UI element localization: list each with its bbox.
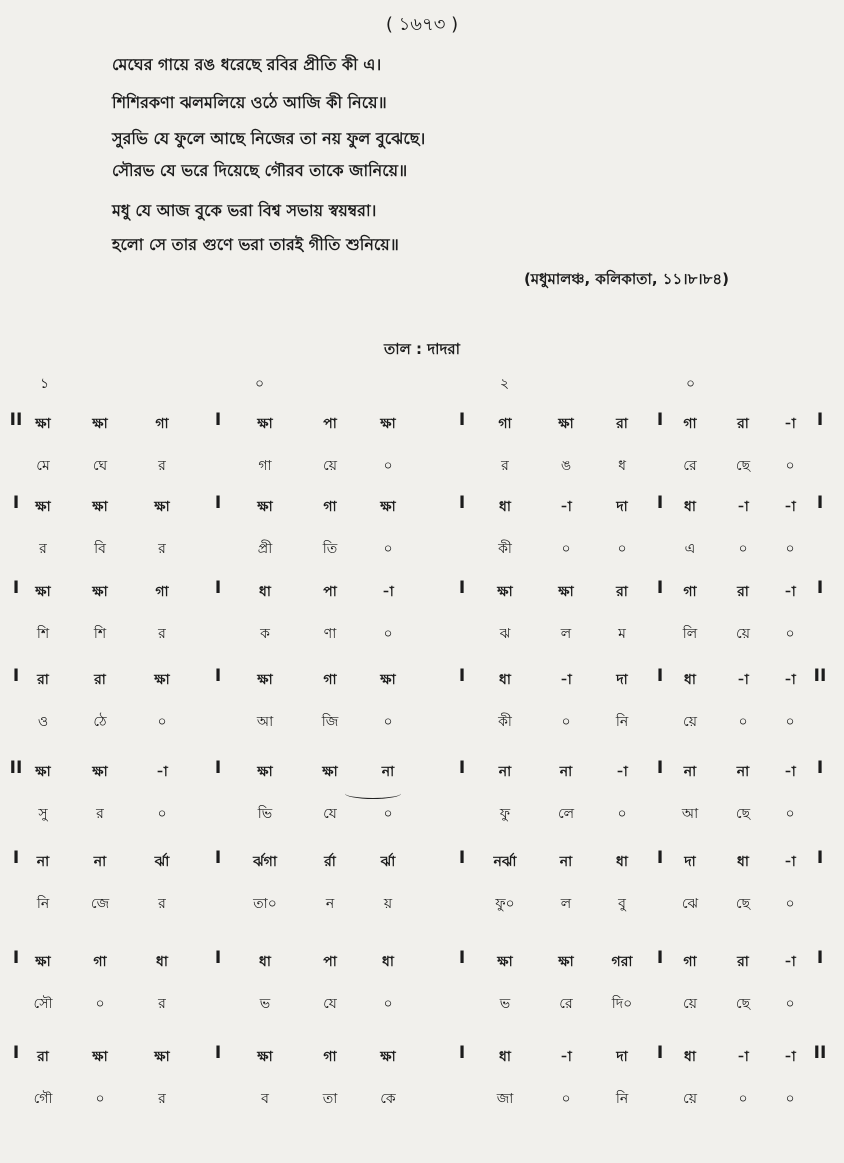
swara-note: ক্ষা <box>257 1049 273 1065</box>
lyric-syllable: তা০ <box>253 896 277 912</box>
swara-note: পা <box>323 584 337 600</box>
lyric-syllable: নি <box>615 714 629 730</box>
swara-note: ক্ষা <box>35 416 51 432</box>
lyric-syllable: য়ে <box>323 458 337 474</box>
swara-note: ধা <box>499 672 511 688</box>
swara-note: না <box>559 854 573 870</box>
lyric-syllable: নি <box>36 896 50 912</box>
swara-note: -া <box>616 764 628 780</box>
lyric-syllable: জা <box>496 1091 514 1107</box>
swara-note: ক্ষা <box>558 416 574 432</box>
swara-note: -া <box>156 764 168 780</box>
lyric-syllable: গৌ <box>33 1091 53 1107</box>
bar-line: I <box>656 410 664 430</box>
lyric-syllable: ঝ <box>499 626 511 642</box>
bar-line: I <box>816 758 824 778</box>
swara-note: ধা <box>737 854 749 870</box>
lyric-syllable: ০ <box>785 1091 795 1107</box>
lyric-syllable: ০ <box>785 896 795 912</box>
swara-note: রা <box>737 954 749 970</box>
swara-note: রা <box>37 672 49 688</box>
bar-line: I <box>458 493 466 513</box>
lyric-syllable: য়ে <box>683 996 697 1012</box>
lyric-line: মধু যে আজ বুকে ভরা বিশ্ব সভায় স্বয়ম্বরা। <box>112 201 377 220</box>
lyric-syllable: ০ <box>785 714 795 730</box>
bar-line: I <box>816 410 824 430</box>
lyric-syllable: গা <box>258 458 272 474</box>
lyric-syllable: সৌ <box>33 996 53 1012</box>
bar-line: I <box>816 493 824 513</box>
swara-note: -া <box>784 764 796 780</box>
swara-note: রা <box>737 584 749 600</box>
swara-note: ক্ষা <box>257 499 273 515</box>
lyric-syllable: শি <box>36 626 50 642</box>
lyric-syllable: ঘে <box>92 458 108 474</box>
swara-note: ক্ষা <box>497 584 513 600</box>
lyric-syllable: ণা <box>323 626 337 642</box>
lyric-syllable: র <box>158 1091 166 1107</box>
swara-note: রা <box>737 416 749 432</box>
lyric-syllable: রে <box>683 458 697 474</box>
lyric-syllable: ক <box>260 626 270 642</box>
swara-note: ক্ষা <box>497 954 513 970</box>
page-number: ( ১৬৭৩ ) <box>385 14 459 35</box>
swara-note: ধা <box>499 499 511 515</box>
beat-marker: ০ <box>255 376 265 392</box>
swara-note: গা <box>323 499 337 515</box>
lyric-syllable: ম <box>618 626 626 642</box>
swara-note: -া <box>784 584 796 600</box>
lyric-syllable: ফু০ <box>495 896 515 912</box>
lyric-syllable: তা <box>322 1091 338 1107</box>
swara-note: -া <box>784 854 796 870</box>
lyric-syllable: আ <box>256 714 274 730</box>
lyric-syllable: র <box>158 458 166 474</box>
swara-note: না <box>683 764 697 780</box>
lyric-syllable: ছে <box>735 996 751 1012</box>
lyric-syllable: র <box>39 541 47 557</box>
lyric-syllable: ল <box>560 896 572 912</box>
swara-note: ক্ষা <box>92 416 108 432</box>
lyric-syllable: ০ <box>617 541 627 557</box>
lyric-syllable: ০ <box>738 541 748 557</box>
lyric-line: সৌরভ যে ভরে দিয়েছে গৌরব তাকে জানিয়ে॥ <box>112 161 408 180</box>
bar-line: I <box>214 410 222 430</box>
bar-line: I <box>12 848 20 868</box>
lyric-syllable: নি <box>615 1091 629 1107</box>
swara-note: ক্ষা <box>154 672 170 688</box>
lyric-syllable: লে <box>557 806 575 822</box>
attribution: (মধুমালঞ্চ, কলিকাতা, ১১।৮।৮৪) <box>523 270 729 288</box>
swara-note: গরা <box>611 954 633 970</box>
swara-note: ধা <box>156 954 168 970</box>
lyric-syllable: বি <box>94 541 106 557</box>
lyric-syllable: শি <box>93 626 107 642</box>
bar-line: I <box>214 493 222 513</box>
lyric-syllable: ভ <box>499 996 511 1012</box>
swara-note: ক্ষা <box>257 672 273 688</box>
lyric-syllable: ০ <box>785 806 795 822</box>
swara-note: ক্ষা <box>257 416 273 432</box>
lyric-syllable: আ <box>681 806 699 822</box>
swara-note: গা <box>323 1049 337 1065</box>
taal-heading: তাল : দাদরা <box>384 340 460 358</box>
swara-note: ক্ষা <box>35 499 51 515</box>
bar-line: I <box>458 410 466 430</box>
swara-note: পা <box>323 954 337 970</box>
swara-note: -া <box>382 584 394 600</box>
swara-note: -া <box>737 499 749 515</box>
swara-note: -া <box>560 672 572 688</box>
lyric-syllable: ও <box>37 714 49 730</box>
lyric-syllable: সু <box>38 806 48 822</box>
lyric-syllable: তি <box>322 541 338 557</box>
swara-note: ক্ষা <box>35 764 51 780</box>
lyric-syllable: যে <box>323 806 337 822</box>
lyric-syllable: কে <box>380 1091 396 1107</box>
lyric-syllable: য় <box>383 896 393 912</box>
swara-note: -া <box>784 416 796 432</box>
lyric-syllable: প্রী <box>257 541 273 557</box>
bar-line: I <box>214 848 222 868</box>
swara-note: না <box>559 764 573 780</box>
swara-note: ধা <box>616 854 628 870</box>
bar-line: I <box>214 1043 222 1063</box>
lyric-syllable: ০ <box>561 1091 571 1107</box>
swara-note: ক্ষা <box>322 764 338 780</box>
swara-note: গা <box>498 416 512 432</box>
lyric-syllable: ভি <box>257 806 273 822</box>
lyric-syllable: র <box>96 806 104 822</box>
swara-note: গা <box>683 954 697 970</box>
lyric-syllable: ধ <box>618 458 626 474</box>
lyric-syllable: ০ <box>785 626 795 642</box>
bar-line: II <box>813 666 827 686</box>
bar-line: I <box>12 493 20 513</box>
swara-note: -া <box>784 1049 796 1065</box>
bar-line: I <box>458 578 466 598</box>
lyric-syllable: দি০ <box>611 996 633 1012</box>
lyric-syllable: মে <box>36 458 50 474</box>
lyric-syllable: লি <box>682 626 698 642</box>
swara-note: রা <box>37 1049 49 1065</box>
lyric-syllable: ফু <box>499 806 511 822</box>
lyric-syllable: ০ <box>95 996 105 1012</box>
bar-line: I <box>816 578 824 598</box>
lyric-syllable: জি <box>321 714 339 730</box>
bar-line: I <box>656 848 664 868</box>
swara-note: গা <box>683 416 697 432</box>
lyric-line: সুরভি যে ফুলে আছে নিজের তা নয় ফুল বুঝেছে। <box>112 129 426 148</box>
bar-line: I <box>12 666 20 686</box>
lyric-syllable: য়ে <box>683 714 697 730</box>
swara-note: ধা <box>684 672 696 688</box>
bar-line: I <box>12 948 20 968</box>
bar-line: II <box>813 1043 827 1063</box>
bar-line: I <box>12 1043 20 1063</box>
bar-line: I <box>12 578 20 598</box>
lyric-syllable: ০ <box>383 458 393 474</box>
lyric-syllable: র <box>501 458 509 474</box>
swara-note: ক্ষা <box>154 499 170 515</box>
swara-note: ধা <box>684 499 696 515</box>
swara-note: ক্ষা <box>380 416 396 432</box>
swara-note: দা <box>616 499 628 515</box>
swara-note: ক্ষা <box>380 1049 396 1065</box>
beat-marker: ০ <box>686 376 696 392</box>
lyric-syllable: ০ <box>785 996 795 1012</box>
swara-note: ক্ষা <box>558 954 574 970</box>
lyric-syllable: এ <box>684 541 696 557</box>
swara-note: ক্ষা <box>35 954 51 970</box>
lyric-syllable: ঠে <box>93 714 107 730</box>
swara-note: ধা <box>259 954 271 970</box>
swara-note: গা <box>683 584 697 600</box>
lyric-syllable: ব <box>261 1091 269 1107</box>
swara-note: দা <box>616 1049 628 1065</box>
swara-note: -া <box>784 954 796 970</box>
bar-line: I <box>656 578 664 598</box>
swara-note: না <box>36 854 50 870</box>
swara-note: র্ঝগা <box>253 854 277 870</box>
slur-mark <box>345 788 401 799</box>
lyric-syllable: ০ <box>383 996 393 1012</box>
swara-note: -া <box>784 499 796 515</box>
swara-note: না <box>736 764 750 780</box>
swara-note: গা <box>155 416 169 432</box>
swara-note: রা <box>616 416 628 432</box>
lyric-syllable: ভ <box>259 996 271 1012</box>
swara-note: ক্ষা <box>92 1049 108 1065</box>
lyric-syllable: র <box>158 996 166 1012</box>
lyric-syllable: য়ে <box>683 1091 697 1107</box>
lyric-syllable: কী <box>498 541 512 557</box>
lyric-syllable: য়ে <box>736 626 750 642</box>
bar-line: I <box>656 948 664 968</box>
lyric-syllable: ০ <box>785 458 795 474</box>
swara-note: না <box>93 854 107 870</box>
lyric-syllable: ন <box>325 896 335 912</box>
lyric-syllable: ০ <box>738 1091 748 1107</box>
lyric-syllable: ০ <box>383 626 393 642</box>
bar-line: I <box>214 578 222 598</box>
swara-note: -া <box>737 1049 749 1065</box>
swara-note: ধা <box>684 1049 696 1065</box>
swara-note: পা <box>323 416 337 432</box>
lyric-line: মেঘের গায়ে রঙ ধরেছে রবির প্রীতি কী এ। <box>112 55 382 74</box>
beat-marker: ১ <box>40 376 50 392</box>
swara-note: দা <box>684 854 696 870</box>
bar-line: I <box>458 1043 466 1063</box>
lyric-syllable: ০ <box>785 541 795 557</box>
lyric-syllable: ০ <box>95 1091 105 1107</box>
bar-line: II <box>9 758 23 778</box>
swara-note: ধা <box>259 584 271 600</box>
lyric-syllable: ০ <box>617 806 627 822</box>
lyric-syllable: ০ <box>383 541 393 557</box>
lyric-syllable: ল <box>560 626 572 642</box>
bar-line: II <box>9 410 23 430</box>
lyric-syllable: ছে <box>735 458 751 474</box>
swara-note: র্ঝা <box>380 854 396 870</box>
lyric-syllable: রে <box>559 996 573 1012</box>
swara-note: দা <box>616 672 628 688</box>
swara-note: -া <box>560 1049 572 1065</box>
bar-line: I <box>816 848 824 868</box>
lyric-syllable: র <box>158 626 166 642</box>
swara-note: রা <box>616 584 628 600</box>
swara-note: নর্ঝা <box>493 854 517 870</box>
bar-line: I <box>656 758 664 778</box>
bar-line: I <box>656 493 664 513</box>
swara-note: ক্ষা <box>92 499 108 515</box>
swara-note: ধা <box>382 954 394 970</box>
lyric-syllable: ঝে <box>681 896 699 912</box>
swara-note: গা <box>323 672 337 688</box>
swara-note: গা <box>155 584 169 600</box>
swara-note: র্রা <box>324 854 336 870</box>
bar-line: I <box>458 758 466 778</box>
lyric-syllable: ০ <box>561 714 571 730</box>
lyric-syllable: ছে <box>735 806 751 822</box>
swara-note: -া <box>737 672 749 688</box>
swara-note: ধা <box>499 1049 511 1065</box>
lyric-line: শিশিরকণা ঝলমলিয়ে ওঠে আজি কী নিয়ে॥ <box>112 93 387 112</box>
swara-note: ক্ষা <box>154 1049 170 1065</box>
bar-line: I <box>214 666 222 686</box>
swara-note: ক্ষা <box>558 584 574 600</box>
lyric-syllable: ০ <box>738 714 748 730</box>
lyric-syllable: কী <box>498 714 512 730</box>
bar-line: I <box>458 948 466 968</box>
swara-note: ক্ষা <box>92 584 108 600</box>
bar-line: I <box>816 948 824 968</box>
swara-note: না <box>381 764 395 780</box>
swara-note: রা <box>94 672 106 688</box>
bar-line: I <box>656 666 664 686</box>
swara-note: গা <box>93 954 107 970</box>
lyric-syllable: ছে <box>735 896 751 912</box>
swara-note: ক্ষা <box>380 499 396 515</box>
swara-note: -া <box>560 499 572 515</box>
bar-line: I <box>214 758 222 778</box>
bar-line: I <box>656 1043 664 1063</box>
lyric-syllable: র <box>158 541 166 557</box>
lyric-syllable: ০ <box>157 806 167 822</box>
swara-note: -া <box>784 672 796 688</box>
lyric-syllable: ০ <box>383 806 393 822</box>
lyric-syllable: ০ <box>383 714 393 730</box>
lyric-syllable: ঙ <box>560 458 572 474</box>
swara-note: ক্ষা <box>257 764 273 780</box>
bar-line: I <box>458 666 466 686</box>
bar-line: I <box>214 948 222 968</box>
lyric-syllable: যে <box>323 996 337 1012</box>
swara-note: ক্ষা <box>35 584 51 600</box>
lyric-syllable: ০ <box>157 714 167 730</box>
lyric-syllable: র <box>158 896 166 912</box>
lyric-syllable: বু <box>618 896 626 912</box>
bar-line: I <box>458 848 466 868</box>
beat-marker: ২ <box>500 376 510 392</box>
lyric-syllable: ০ <box>561 541 571 557</box>
lyric-syllable: জে <box>90 896 110 912</box>
swara-note: ক্ষা <box>380 672 396 688</box>
lyric-line: হলো সে তার গুণে ভরা তারই গীতি শুনিয়ে॥ <box>112 235 399 254</box>
swara-note: ক্ষা <box>92 764 108 780</box>
swara-note: না <box>498 764 512 780</box>
swara-note: র্ঝা <box>154 854 170 870</box>
